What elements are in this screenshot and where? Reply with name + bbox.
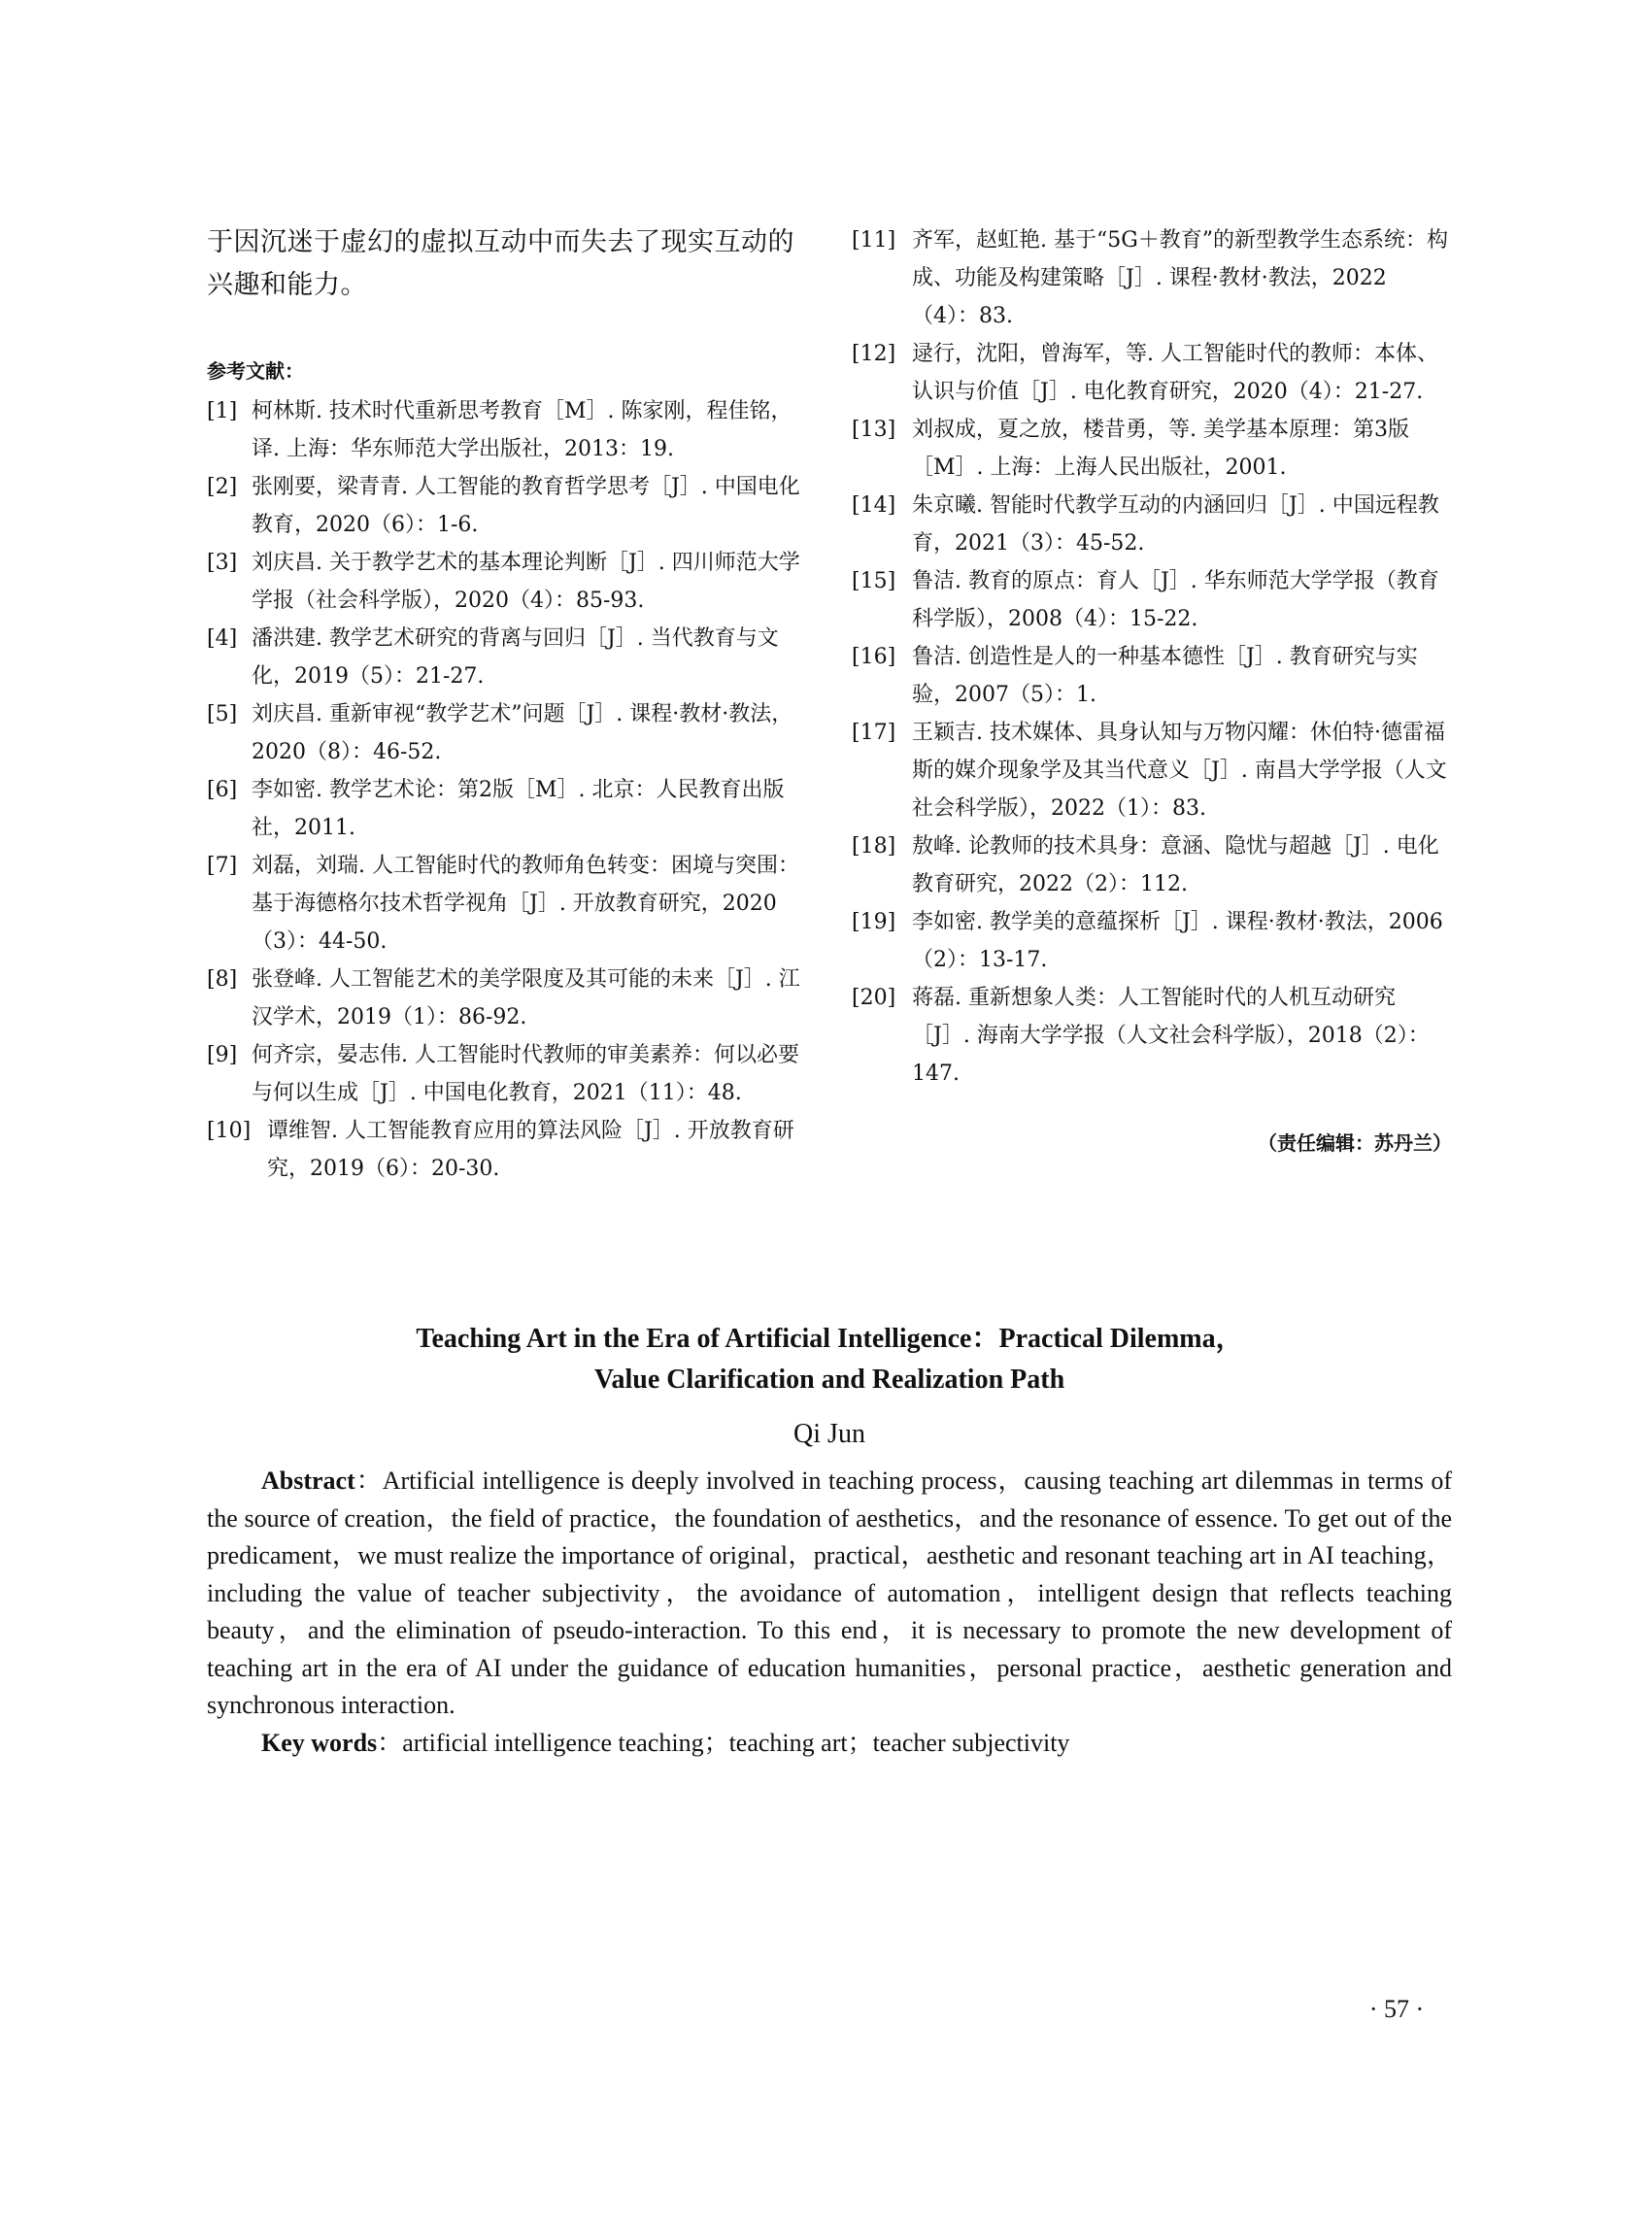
left-column — [207, 221, 801, 1188]
reference-item — [852, 714, 1452, 827]
reference-number: [18] — [852, 834, 896, 859]
abstract-text: Artificial intelligence is deeply involved in teaching process，causing teaching art dilemmas in terms of the source of creation，the field of practice，the foundation of aesthetics，and the resonance of essence. To get out of the predicament，we must realize the importance of original，practical，aesthetic and resonant teaching art in AI teaching，including the value of teacher subjectivity，the avoidance of automation，intelligent design that reflects teaching beauty，and the elimination of pseudo-interaction. To this end，it is necessary to promote the new development of teaching art in the era of AI under the guidance of education humanities，personal practice，aesthetic generation and synchronous interaction. — [207, 1466, 1452, 1719]
reference-item — [852, 335, 1452, 411]
english-title — [207, 1319, 1452, 1400]
reference-item — [207, 847, 801, 961]
keywords-label: Key words — [261, 1728, 378, 1757]
responsible-editor: （责任编辑：苏丹兰） — [1258, 1131, 1452, 1155]
body-paragraph: 于因沉迷于虚幻的虚拟互动中而失去了现实互动的兴趣和能力。 — [207, 227, 794, 300]
english-title-line-1: Teaching Art in the Era of Artificial Intelligence：Practical Dilemma， — [416, 1324, 1243, 1354]
reference-item — [207, 771, 801, 847]
reference-text: 朱京曦. 智能时代教学互动的内涵回归［J］. 中国远程教育，2021（3）：45-52. — [912, 493, 1439, 556]
abstract-separator: ： — [354, 1466, 383, 1495]
reference-item — [207, 544, 801, 620]
references-list-left — [207, 392, 801, 1188]
reference-number: [20] — [852, 986, 896, 1010]
reference-item — [207, 468, 801, 544]
reference-number: [9] — [207, 1043, 238, 1067]
reference-text: 谭维智. 人工智能教育应用的算法风险［J］. 开放教育研究，2019（6）：20-30. — [267, 1119, 794, 1181]
english-keywords — [207, 1725, 1452, 1763]
reference-number: [13] — [852, 418, 896, 442]
reference-text: 鲁洁. 教育的原点：育人［J］. 华东师范大学学报（教育科学版），2008（4）：15-22. — [912, 569, 1439, 631]
reference-number: [14] — [852, 493, 896, 518]
reference-number: [2] — [207, 475, 238, 499]
reference-item — [852, 411, 1452, 487]
reference-text: 何齐宗，晏志伟. 人工智能时代教师的审美素养：何以必要与何以生成［J］. 中国电化教育，2021（11）：48. — [252, 1043, 799, 1105]
reference-item — [852, 487, 1452, 562]
reference-number: [3] — [207, 551, 238, 575]
reference-number: [5] — [207, 702, 238, 726]
reference-number: [12] — [852, 342, 896, 366]
reference-item — [207, 392, 801, 468]
reference-number: [19] — [852, 910, 896, 934]
reference-item — [207, 620, 801, 695]
reference-item — [852, 827, 1452, 903]
reference-item — [852, 638, 1452, 714]
reference-number: [6] — [207, 778, 238, 802]
reference-text: 刘庆昌. 重新审视“教学艺术”问题［J］. 课程·教材·教法，2020（8）：46-52. — [252, 702, 793, 764]
reference-number: [11] — [852, 228, 896, 253]
reference-number: [1] — [207, 399, 238, 423]
keywords-text: artificial intelligence teaching；teaching art；teacher subjectivity — [402, 1728, 1070, 1757]
reference-text: 柯林斯. 技术时代重新思考教育［M］. 陈家刚，程佳铭，译. 上海：华东师范大学出版社，2013：19. — [252, 399, 792, 461]
reference-item — [852, 903, 1452, 979]
reference-text: 刘磊，刘瑞. 人工智能时代的教师角色转变：困境与突围：基于海德格尔技术哲学视角［J］. 开放教育研究，2020（3）：44-50. — [252, 854, 799, 954]
reference-text: 刘庆昌. 关于教学艺术的基本理论判断［J］. 四川师范大学学报（社会科学版），2020（4）：85-93. — [252, 551, 800, 613]
reference-text: 鲁洁. 创造性是人的一种基本德性［J］. 教育研究与实验，2007（5）：1. — [912, 645, 1418, 707]
reference-number: [17] — [852, 721, 896, 745]
references-list-right — [852, 221, 1452, 1093]
keywords-separator: ： — [377, 1728, 403, 1757]
reference-number: [4] — [207, 626, 238, 651]
english-title-line-2: Value Clarification and Realization Path — [593, 1365, 1065, 1395]
english-author: Qi Jun — [793, 1419, 865, 1449]
reference-item — [207, 961, 801, 1036]
reference-text: 刘叔成，夏之放，楼昔勇，等. 美学基本原理：第3版［M］. 上海：上海人民出版社，2001. — [912, 418, 1409, 480]
reference-item — [207, 1112, 801, 1188]
page-number: · 57 · — [1368, 1995, 1425, 2023]
english-abstract — [207, 1463, 1452, 1725]
abstract-label: Abstract — [261, 1466, 355, 1495]
reference-text: 李如密. 教学美的意蕴探析［J］. 课程·教材·教法，2006（2）：13-17. — [912, 910, 1443, 972]
reference-number: [7] — [207, 854, 238, 878]
reference-item — [852, 979, 1452, 1093]
reference-item — [852, 221, 1452, 335]
reference-number: [16] — [852, 645, 896, 669]
reference-number: [15] — [852, 569, 896, 593]
reference-item — [207, 695, 801, 771]
reference-text: 王颖吉. 技术媒体、具身认知与万物闪耀：休伯特·德雷福斯的媒介现象学及其当代意义［J］. 南昌大学学报（人文社会科学版），2022（1）：83. — [912, 721, 1447, 821]
reference-number: [10] — [207, 1119, 252, 1143]
reference-number: [8] — [207, 967, 238, 992]
right-column — [852, 221, 1452, 1156]
reference-text: 齐军，赵虹艳. 基于“5G＋教育”的新型教学生态系统：构成、功能及构建策略［J］. 课程·教材·教法，2022（4）：83. — [912, 228, 1449, 328]
reference-text: 敖峰. 论教师的技术具身：意涵、隐忧与超越［J］. 电化教育研究，2022（2）：112. — [912, 834, 1439, 896]
reference-text: 逯行，沈阳，曾海军，等. 人工智能时代的教师：本体、认识与价值［J］. 电化教育研究，2020（4）：21-27. — [912, 342, 1438, 404]
reference-text: 李如密. 教学艺术论：第2版［M］. 北京：人民教育出版社，2011. — [252, 778, 785, 840]
reference-text: 潘洪建. 教学艺术研究的背离与回归［J］. 当代教育与文化，2019（5）：21-27. — [252, 626, 779, 689]
reference-text: 蒋磊. 重新想象人类：人工智能时代的人机互动研究［J］. 海南大学学报（人文社会科学版），2018（2）：147. — [912, 986, 1430, 1086]
reference-item — [207, 1036, 801, 1112]
reference-text: 张登峰. 人工智能艺术的美学限度及其可能的未来［J］. 江汉学术，2019（1）：86-92. — [252, 967, 800, 1029]
reference-text: 张刚要，梁青青. 人工智能的教育哲学思考［J］. 中国电化教育，2020（6）：1-6. — [252, 475, 800, 537]
english-abstract-section — [207, 1319, 1452, 1762]
references-heading: 参考文献： — [207, 359, 304, 383]
reference-item — [852, 562, 1452, 638]
